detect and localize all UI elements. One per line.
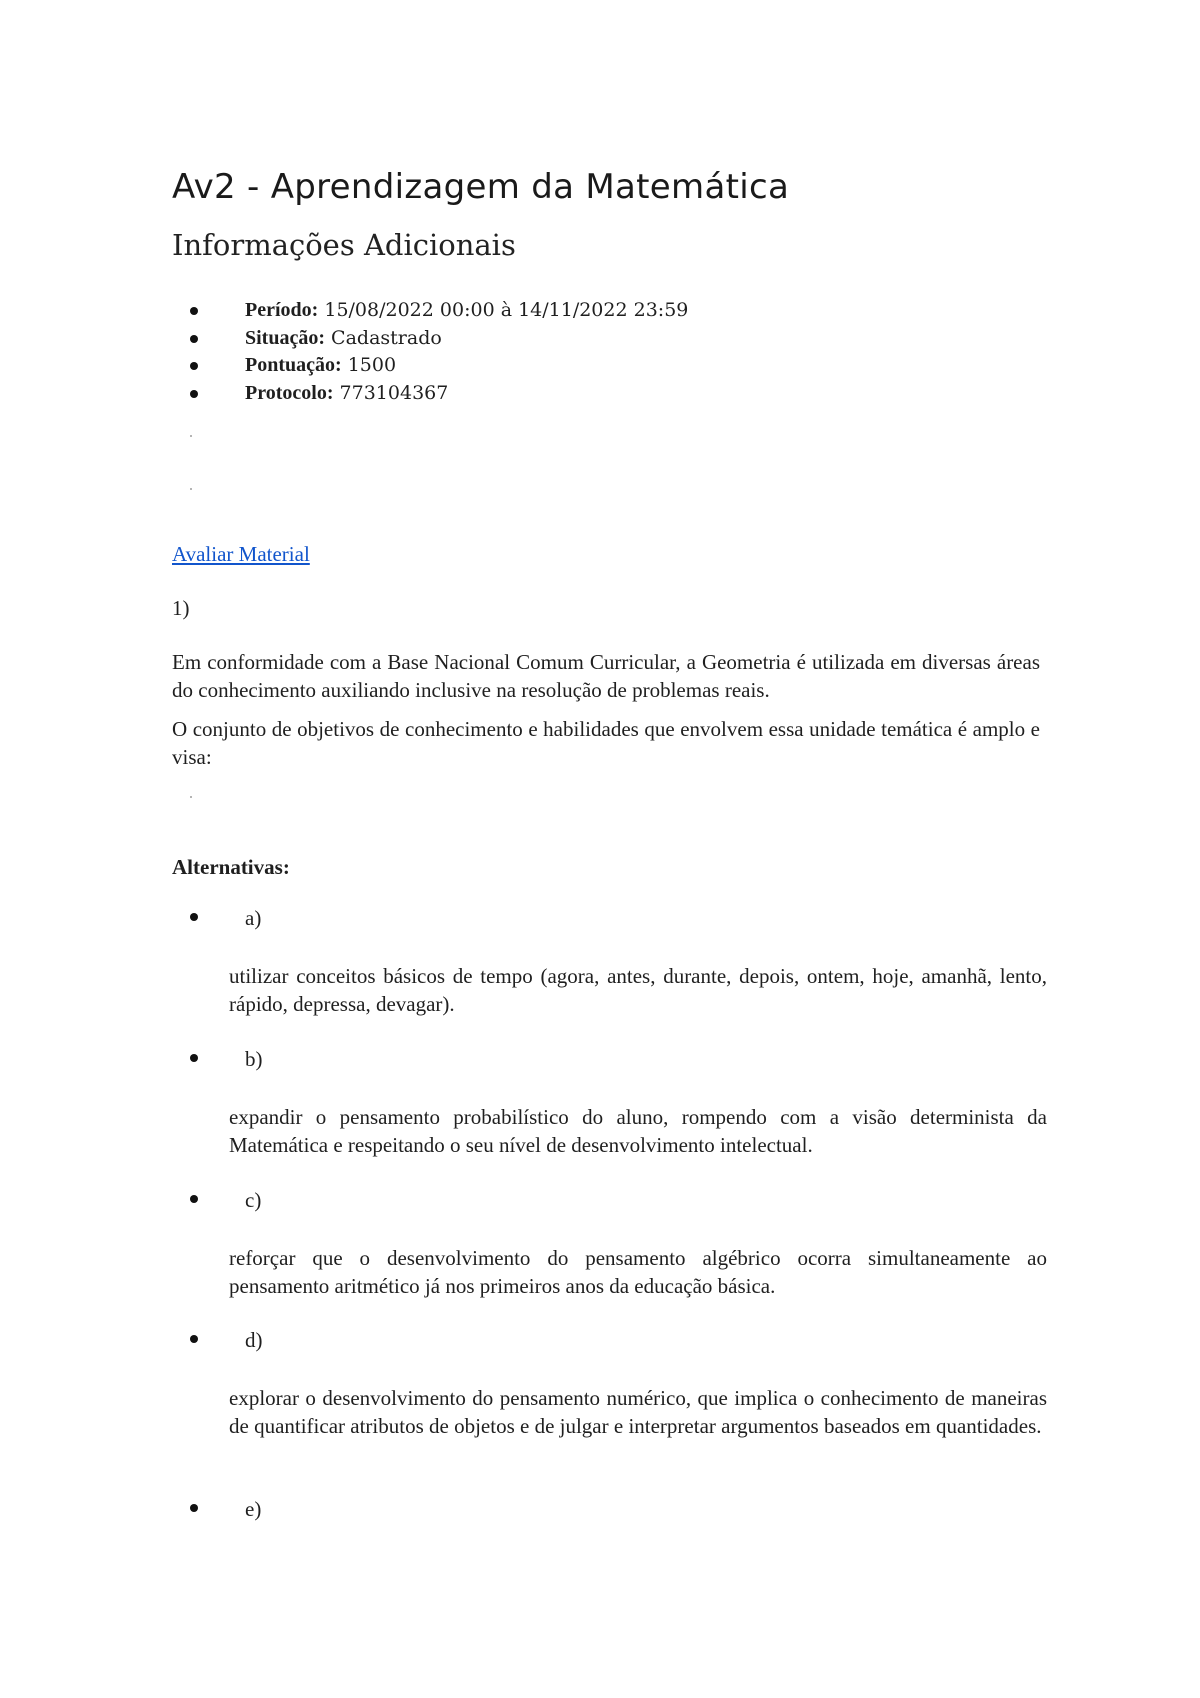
info-item-protocolo — [172, 380, 688, 408]
alternative-letter[interactable]: a) — [245, 906, 262, 930]
placeholder-dot — [190, 435, 192, 437]
placeholder-dot — [190, 796, 192, 798]
info-item-situacao — [172, 325, 688, 353]
info-value: 773104367 — [333, 381, 449, 404]
placeholder-dot — [190, 488, 192, 490]
bullet-icon — [190, 1054, 198, 1062]
info-value: 15/08/2022 00:00 à 14/11/2022 23:59 — [318, 299, 689, 321]
section-subtitle: Informações Adicionais — [172, 228, 516, 262]
alternative-text: utilizar conceitos básicos de tempo (agora, antes, durante, depois, ontem, hoje, amanhã, lento, rápido, depressa, devagar). — [229, 964, 1047, 1016]
alternative-text: expandir o pensamento probabilístico do aluno, rompendo com a visão determinista da Matemática e respeitando o seu nível de desenvolvimento intelectual. — [229, 1105, 1047, 1157]
info-item-periodo — [172, 297, 688, 325]
info-label: Protocolo: — [245, 381, 334, 404]
alternative-letter[interactable]: b) — [245, 1047, 263, 1071]
info-item-pontuacao — [172, 352, 688, 380]
alternative-letter[interactable]: c) — [245, 1188, 262, 1212]
avaliar-material-link[interactable]: Avaliar Material — [172, 542, 310, 566]
alternatives-heading: Alternativas: — [172, 855, 290, 879]
question-paragraph: O conjunto de objetivos de conhecimento e habilidades que envolvem essa unidade temática é amplo e visa: — [172, 717, 1040, 769]
info-label: Pontuação: — [245, 354, 342, 376]
bullet-icon — [190, 913, 198, 921]
bullet-icon — [190, 362, 198, 370]
alternative-text: explorar o desenvolvimento do pensamento numérico, que implica o conhecimento de maneiras de quantificar atributos de objetos e de julgar e interpretar argumentos baseados em quantidades. — [229, 1386, 1047, 1438]
alternative-text: reforçar que o desenvolvimento do pensamento algébrico ocorra simultaneamente ao pensamento aritmético já nos primeiros anos da educação básica. — [229, 1246, 1047, 1298]
question-paragraph: Em conformidade com a Base Nacional Comum Curricular, a Geometria é utilizada em diversas áreas do conhecimento auxiliando inclusive na resolução de problemas reais. — [172, 650, 1040, 702]
alternative-letter[interactable]: e) — [245, 1497, 262, 1521]
bullet-icon — [190, 1195, 198, 1203]
bullet-icon — [190, 390, 198, 398]
info-label: Período: — [245, 299, 319, 321]
bullet-icon — [190, 1504, 198, 1512]
info-value: 1500 — [341, 354, 397, 376]
bullet-icon — [190, 307, 198, 315]
info-list — [172, 297, 688, 407]
alternative-letter[interactable]: d) — [245, 1328, 263, 1352]
info-value: Cadastrado — [325, 326, 442, 349]
question-number: 1) — [172, 596, 190, 620]
info-label: Situação: — [245, 326, 325, 349]
page-title: Av2 - Aprendizagem da Matemática — [172, 167, 790, 207]
bullet-icon — [190, 1335, 198, 1343]
bullet-icon — [190, 335, 198, 343]
